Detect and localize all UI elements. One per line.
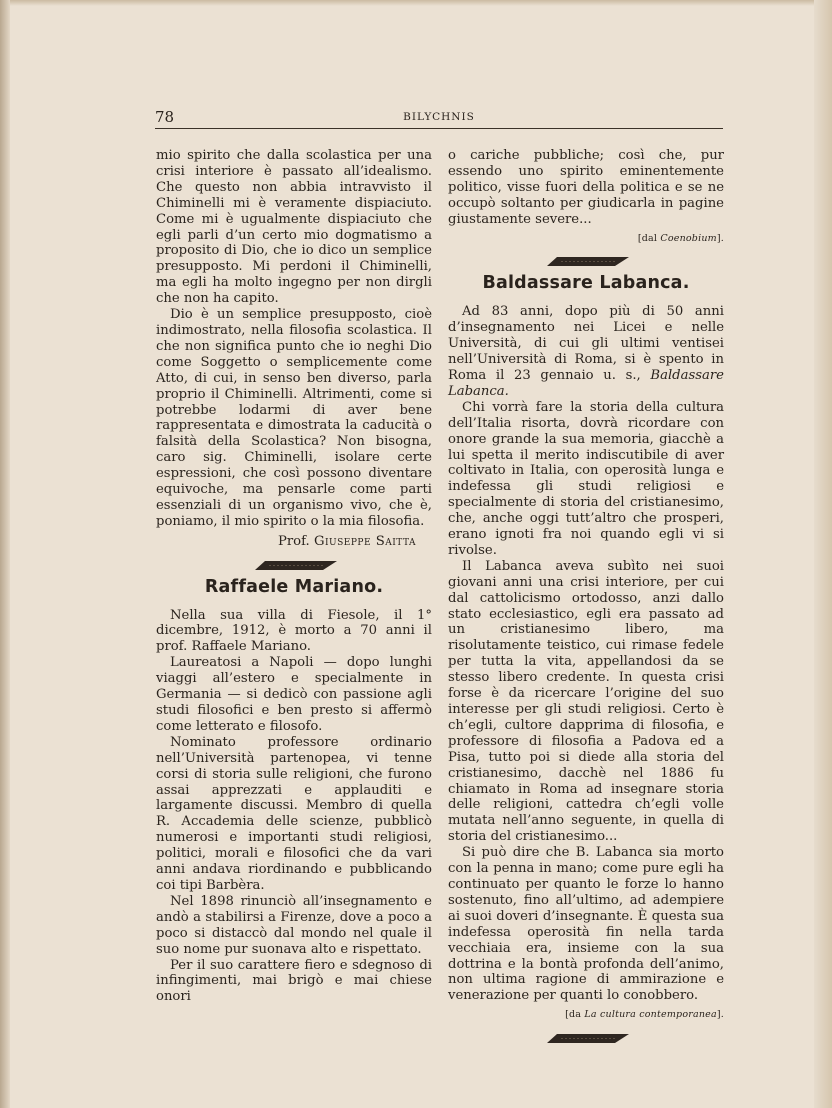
signature <box>156 534 432 550</box>
labanca-heading: Baldassare Labanca. <box>482 273 690 294</box>
mariano-source-prefix: [dal <box>637 232 658 244</box>
mariano-continuation: o cariche pubbliche; così che, pur essendo uno spirito eminentemente politico, visse fuori della politica e se ne occupò soltanto per giudicarla in pagine giustamente severe... <box>448 148 724 227</box>
saitta-paragraph-2: Dio è un semplice presupposto, cioè indimostrato, nella filosofia scolastica. Il che non significa punto che io neghi Dio come Soggetto o semplicemente come Atto, di cui, in senso ben diverso, parla proprio il Chiminelli. Altrimenti, come si potrebbe lodarmi di aver bene rappresentata e dimostrata la caducità o falsità della Scolastica? Non bisogna, caro sig. Chiminelli, isolare certe espressioni, che così possono diventare equivoche, ma pensarle come parti essenziali di un organismo vivo, che è, poniamo, il mio spirito o la mia filosofia. <box>156 307 432 529</box>
page-top-edge <box>0 0 832 6</box>
labanca-paragraph-3: Il Labanca aveva subìto nei suoi giovani anni una crisi interiore, per cui dal cattolicismo ortodosso, anzi dallo stato ecclesiastico, egli era passato ad un cristianesimo libero, ma risolutamente teistico, cui rimase fedele per tutta la vita, appellandosi da se stesso libero credente. In questa crisi forse è da ricercare l’origine del suo interesse per gli studi religiosi. Certo è ch’egli, cultore dapprima di filosofia, e professore di filosofia a Padova ed a Pisa, tutto poi si diede alla storia del cristianesimo, dacchè nel 1886 fu chiamato in Roma ad insegnare storia delle religioni, cattedra ch’egli volle mutata nell’anno seguente, in quella di storia del cristianesimo... <box>448 558 724 845</box>
labanca-paragraph-1 <box>448 304 724 399</box>
mariano-source <box>638 231 724 247</box>
section-divider-ornament-icon <box>543 1033 629 1045</box>
labanca-closing-block <box>448 845 724 1023</box>
signature-prefix: Prof. <box>278 533 310 549</box>
page-number: 78 <box>155 108 175 126</box>
labanca-paragraph-2: Chi vorrà fare la storia della cultura dell’Italia risorta, dovrà ricordare con onore grande la sua memoria, giacchè a lui spetta il merito indiscutibile di aver coltivato in Italia, con operosità lunga e indefessa gli studi religiosi e specialmente di storia del cristianesimo, che, anche oggi tutt’altro che prosperi, erano ignoti fra noi quando egli vi si rivolse. <box>448 399 724 558</box>
mariano-source-title: Coenobium <box>660 232 717 244</box>
page-header <box>155 108 723 130</box>
mariano-paragraph-5: Per il suo carattere fiero e sdegnoso di infingimenti, mai brigò e mai chiese onori <box>156 957 432 1005</box>
left-column <box>156 148 432 1005</box>
mariano-paragraph-2: Laureatosi a Napoli — dopo lunghi viaggi all’estero e specialmente in Germania — si dedicò con passione agli studi filosofici e ben presto si affermò come letterato e filosofo. <box>156 655 432 734</box>
section-divider-ornament-icon <box>543 256 629 268</box>
labanca-paragraph-4: Si può dire che B. Labanca sia morto con la penna in mano; come pure egli ha continuato per quanto le forze lo hanno sostenuto, fino all’ultimo, ad adempiere ai suoi doveri d’insegnante. È questa sua indefessa operosità fin nella tarda vecchiaia era, insieme con la sua dottrina e la bontà profonda dell’animo, non ultima ragione di ammirazione e venerazione per quanti lo conobbero. <box>448 845 724 1004</box>
signature-name: Giuseppe Saitta <box>313 533 416 549</box>
page-binding-edge <box>0 0 10 1108</box>
saitta-paragraph-1: mio spirito che dalla scolastica per una crisi interiore è passato all’idealismo. Che questo non abbia intravvisto il Chiminelli mi è veramente dispiaciuto. Come mi è ugualmente dispiaciuto che egli parli d’un certo mio dogmatismo a proposito di Dio, che io dico un semplice presupposto. Mi perdoni il Chiminelli, ma egli ha molto ingegno per non dirgli che non ha capito. <box>156 148 432 307</box>
labanca-paragraph-1-text: Ad 83 anni, dopo più di 50 anni d’insegnamento nei Licei e nelle Università, di cui gli ultimi ventisei nell’Università di Roma, si è spento in Roma il 23 gennaio u. s., <box>448 304 724 383</box>
mariano-source-suffix: ]. <box>716 232 724 244</box>
mariano-paragraph-3: Nominato professore ordinario nell’Università partenopea, vi tenne corsi di storia sulle religioni, che furono assai apprezzati e applauditi e largamente discussi. Membro di quella R. Accademia delle scienze, pubblicò numerosi e importanti studi religiosi, politici, morali e filosofici che da vari anni andava riordinando e pubblicando coi tipi Barbèra. <box>156 734 432 893</box>
labanca-source <box>565 1007 724 1023</box>
mariano-paragraph-4: Nel 1898 rinunciò all’insegnamento e andò a stabilirsi a Firenze, dove a poco a poco si distaccò dal mondo nel quale il suo nome pur suonava alto e rispettato. <box>156 893 432 957</box>
header-rule <box>155 128 723 129</box>
page-right-edge <box>814 0 832 1108</box>
labanca-paragraph-1-name: Baldassare Labanca. <box>448 367 724 399</box>
right-column <box>448 148 724 1051</box>
labanca-source-suffix: ]. <box>716 1009 724 1021</box>
mariano-continuation-block <box>448 148 724 246</box>
mariano-paragraph-1: Nella sua villa di Fiesole, il 1° dicembre, 1912, è morto a 70 anni il prof. Raffaele Mariano. <box>156 607 432 655</box>
section-divider-ornament-icon <box>251 560 337 572</box>
labanca-source-prefix: [da <box>565 1009 582 1021</box>
labanca-source-title: La cultura contemporanea <box>584 1009 717 1021</box>
running-title: BILYCHNIS <box>403 111 475 123</box>
mariano-heading: Raffaele Mariano. <box>204 576 384 597</box>
